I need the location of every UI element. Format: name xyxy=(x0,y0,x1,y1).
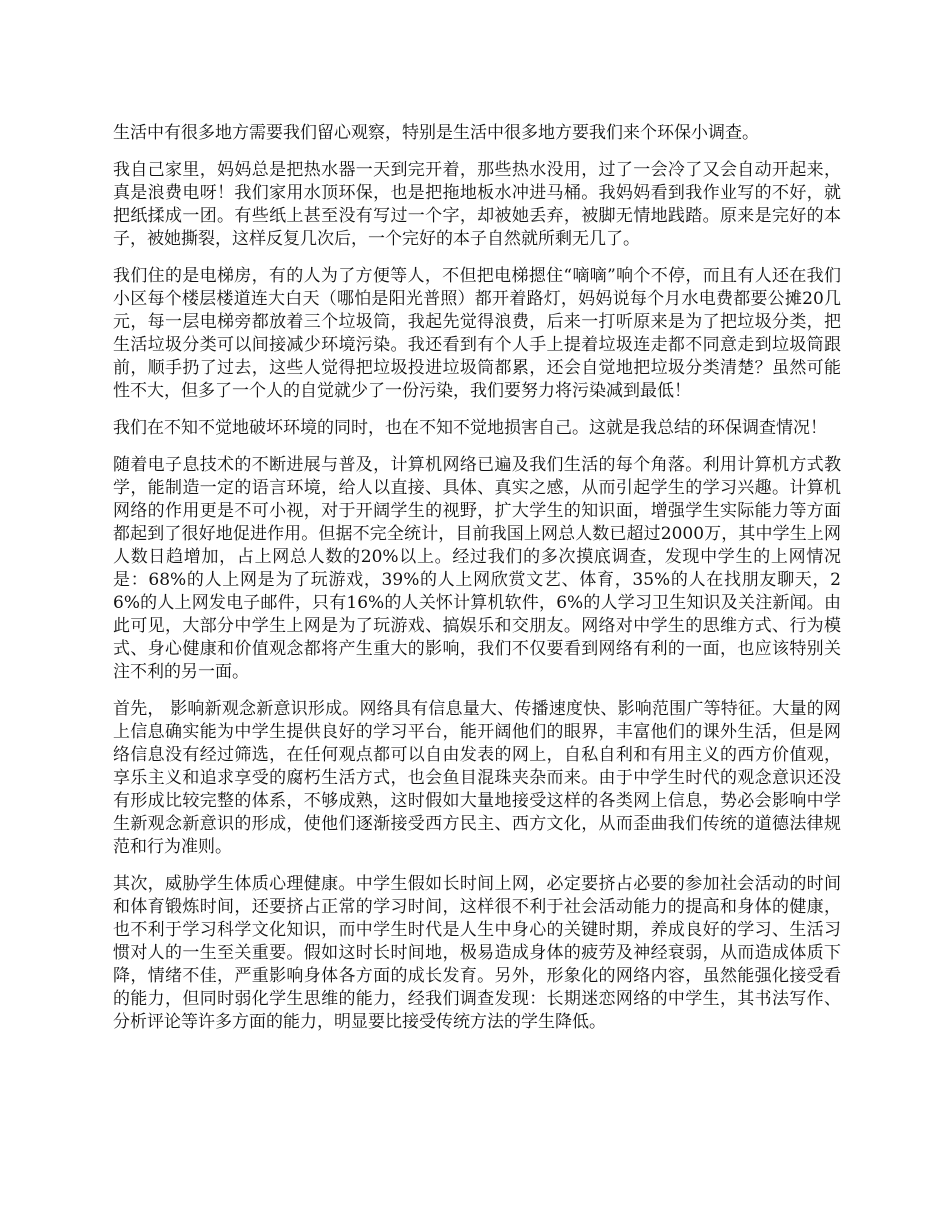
document-body xyxy=(113,122,841,1048)
paragraph-elevator-garbage: 我们住的是电梯房，有的人为了方便等人，不但把电梯摁住“嘀嘀”响个不停，而且有人还在我们小区每个楼层楼道连大白天（哪怕是阳光普照）都开着路灯，妈妈说每个月水电费都要公摊20几元，每一层电梯旁都放着三个垃圾筒，我起先觉得浪费，后来一打听原来是为了把垃圾分类，把生活垃圾分类可以间接减少环境污染。我还看到有个人手上提着垃圾连走都不同意走到垃圾筒跟前，顺手扔了过去，这些人觉得把垃圾投进垃圾筒都累，还会自觉地把垃圾分类清楚？虽然可能性不大，但多了一个人的自觉就少了一份污染，我们要努力将污染减到最低！ xyxy=(113,266,841,401)
paragraph-home-waste: 我自己家里，妈妈总是把热水器一天到完开着，那些热水没用，过了一会冷了又会自动开起来，真是浪费电呀！我们家用水顶环保，也是把拖地板水冲进马桶。我妈妈看到我作业写的不好，就把纸揉成一团。有些纸上甚至没有写过一个字，却被她丢弃，被脚无情地践踏。原来是完好的本子，被她撕裂，这样反复几次后，一个完好的本子自然就所剩无几了。 xyxy=(113,160,841,249)
paragraph-summary: 我们在不知不觉地破坏环境的同时，也在不知不觉地损害自己。这就是我总结的环保调查情况！ xyxy=(113,418,827,438)
paragraph-internet-survey: 随着电子息技术的不断进展与普及，计算机网络已遍及我们生活的每个角落。利用计算机方式教学，能制造一定的语言环境，给人以直接、具体、真实之感，从而引起学生的学习兴趣。计算机网络的作用更是不可小视，对于开阔学生的视野，扩大学生的知识面，增强学生实际能力等方面都起到了很好地促进作用。但据不完全统计，目前我国上网总人数已超过2000万，其中学生上网人数日趋增加，占上网总人数的20%以上。经过我们的多次摸底调查，发现中学生的上网情况是：68%的人上网是为了玩游戏，39%的人上网欣赏文艺、体育，35%的人在找朋友聊天，26%的人上网发电子邮件，只有16%的人关怀计算机软件，6%的人学习卫生知识及关注新闻。由此可见，大部分中学生上网是为了玩游戏、搞娱乐和交朋友。网络对中学生的思维方式、行为模式、身心健康和价值观念都将产生重大的影响，我们不仅要看到网络有利的一面，也应该特别关注不利的另一面。 xyxy=(113,455,841,682)
paragraph-intro: 生活中有很多地方需要我们留心观察，特别是生活中很多地方要我们来个环保小调查。 xyxy=(113,123,759,143)
paragraph-second-point: 其次，威胁学生体质心理健康。中学生假如长时间上网，必定要挤占必要的参加社会活动的时间和体育锻炼时间，还要挤占正常的学习时间，这样很不利于社会活动能力的提高和身体的健康，也不利于学习科学文化知识，而中学生时代是人生中身心的关键时期，养成良好的学习、生活习惯对人的一生至关重要。假如这时长时间地，极易造成身体的疲劳及神经衰弱，从而造成体质下降，情绪不佳，严重影响身体各方面的成长发育。另外，形象化的网络内容，虽然能强化接受看的能力，但同时弱化学生思维的能力，经我们调查发现：长期迷恋网络的中学生，其书法写作、分析评论等许多方面的能力，明显要比接受传统方法的学生降低。 xyxy=(113,874,841,1032)
paragraph-first-point: 首先， 影响新观念新意识形成。网络具有信息量大、传播速度快、影响范围广等特征。大量的网上信息确实能为中学生提供良好的学习平台，能开阔他们的眼界，丰富他们的课外生活，但是网络信息没有经过筛选，在任何观点都可以自由发表的网上，自私自利和有用主义的西方价值观，享乐主义和追求享受的腐朽生活方式，也会鱼目混珠夹杂而来。由于中学生时代的观念意识还没有形成比较完整的体系，不够成熟，这时假如大量地接受这样的各类网上信息，势必会影响中学生新观念新意识的形成，使他们逐渐接受西方民主、西方文化，从而歪曲我们传统的道德法律规范和行为准则。 xyxy=(113,699,841,857)
